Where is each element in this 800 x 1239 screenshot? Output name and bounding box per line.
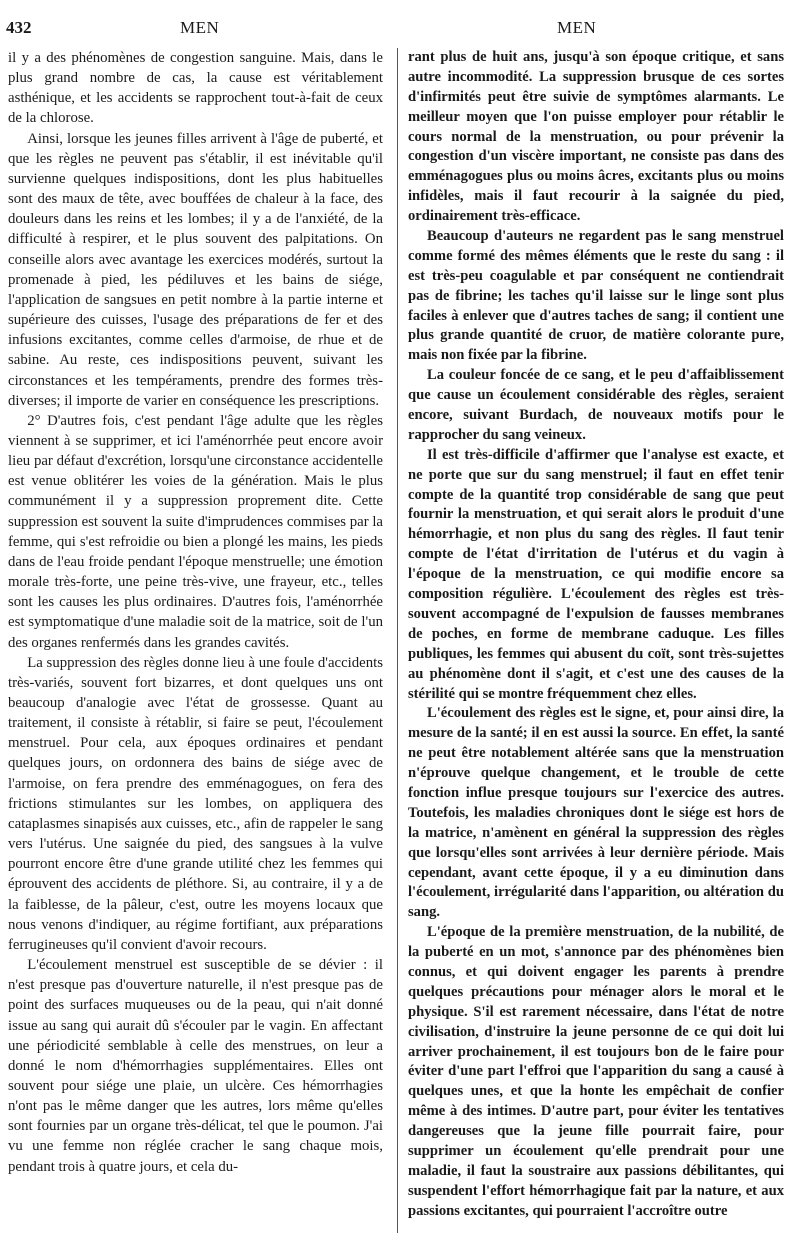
paragraph: L'époque de la première menstruation, de la nubilité, de la puberté en un mot, s'annonce par des phénomènes bien connus, et qui doivent engager les parents à prendre quelques précautions pour ménager alors le moral et le physique. S'il est rarement nécessaire, dans l'état de notre civilisation, d'instruire la jeune personne de ce qui doit lui arriver prochainement, il est toujours bon de le faire pour éviter d'une part l'effroi que l'apparition du sang a causé à quelques unes, et que la honte les empêchait de confier même à des intimes. D'autre part, pour éviter les tentatives dangereuses que la jeune fille pourrait faire, pour supprimer un écoulement qu'elle prendrait pour une maladie, il faut la soustraire aux passions débilitantes, qui suspendent l'effort hémorrhagique fait par la nature, et aux passions excitantes, qui pourraient l'accroître outre	[408, 924, 784, 1219]
left-column	[8, 48, 383, 1177]
paragraph: L'écoulement des règles est le signe, et, pour ainsi dire, la mesure de la santé; il en est aussi la source. En effet, la santé ne peut être notablement altérée sans que la menstruation n'éprouve quelque changement, et le trouble de cette fonction influe presque toujours sur l'exercice des autres. Toutefois, les maladies chroniques dont le siége est hors de la matrice, n'amènent en général la suppression des règles que lorsqu'elles sont arrivées à leur dernière période. Mais cependant, avant cette époque, il y a eu diminution dans l'écoulement, irrégularité dans l'apparition, ou altération du sang.	[408, 705, 784, 921]
paragraph: La couleur foncée de ce sang, et le peu d'affaiblissement que cause un écoulement considérable des règles, seraient encore, suivant Burdach, de nouveaux motifs pour le rapprocher du sang veineux.	[408, 367, 784, 443]
paragraph: La suppression des règles donne lieu à une foule d'accidents très-variés, souvent fort bizarres, et dont quelques uns ont beaucoup d'analogie avec l'état de grossesse. Quant au traitement, il consiste à rétablir, si faire se peut, l'écoulement menstruel. Pour cela, aux époques ordinaires et pendant quelques jours, on ordonnera des bains de siége avec de l'armoise, on fera prendre des emménagogues, on fera des frictions stimulantes sur les lombes, on appliquera des cataplasmes sinapisés aux cuisses, etc., afin de rappeler le sang vers l'utérus. Une saignée du pied, des sangsues à la vulve pourront encore être d'une grande utilité chez les femmes qui éprouvent des accidents de pléthore. Si, au contraire, il y a de la faiblesse, de la pâleur, c'est, outre les moyens locaux que nous venons d'indiquer, au régime fortifiant, aux préparations ferrugineuses qu'il convient d'avoir recours.	[8, 654, 383, 953]
paragraph: Ainsi, lorsque les jeunes filles arrivent à l'âge de puberté, et que les règles ne peuvent pas s'établir, il est inévitable qu'il survienne quelques indispositions, dont les plus habituelles sont des maux de tête, avec bouffées de chaleur à la face, des douleurs dans les reins et les lombes; il y a de l'anxiété, de la difficulté à respirer, et le plus souvent des palpitations. On conseille alors avec avantage les exercices modérés, surtout la promenade à pied, les pédiluves et les bains de siége, l'application de sangsues en petit nombre à la partie interne et supérieure des cuisses, l'usage des préparations de fer et des infusions excitantes, comme celles d'armoise, de rhue et de sabine. Au reste, ces indispositions peuvent, suivant les circonstances et les tempéraments, prendre des formes très-diverses; il importe de varier en conséquence les prescriptions.	[8, 130, 383, 409]
running-head-right: MEN	[557, 18, 597, 37]
column-divider	[397, 48, 398, 1233]
page-header	[0, 6, 800, 42]
paragraph: L'écoulement menstruel est susceptible de se dévier : il n'est presque pas d'ouverture naturelle, il n'est presque pas de point des surfaces muqueuses ou de la peau, qui n'ait donné issue au sang qui aurait dû s'écouler par le vagin. En affectant une périodicité semblable à celle des menstrues, on leur a donné le nom d'hémorrhagies supplémentaires. Elles ont souvent pour siége une plaie, un ulcère. Ces hémorrhagies n'ont pas le même danger que les autres, lors même qu'elles sont fournies par un organe très-délicat, tel que le poumon. J'ai vu une femme non réglée cracher le sang chaque mois, pendant trois à quatre jours, et cela du-	[8, 957, 383, 1175]
running-head-left: MEN	[180, 18, 220, 37]
paragraph: rant plus de huit ans, jusqu'à son époque critique, et sans autre incommodité. La suppression brusque de ces sortes d'infirmités peut être suivie de symptômes alarmants. Le meilleur moyen que l'on puisse employer pour rétablir le cours normal de la menstruation, ou pour prévenir la congestion d'un viscère important, ne consiste pas dans des emménagogues plus ou moins âcres, excitants plus ou moins infidèles, mais il faut recourir à la saignée du pied, ordinairement très-efficace.	[408, 49, 784, 225]
paragraph: Il est très-difficile d'affirmer que l'analyse est exacte, et ne porte que sur du sang menstruel; il faut en effet tenir compte de la quantité trop considérable de sang que peut fournir la menstruation, et qui serait alors le produit d'une hémorrhagie, et non plus du sang des règles. Il faut tenir compte de l'état d'irritation de l'utérus et du vagin à l'époque de la menstruation, ce qui modifie encore sa composition régulière. L'écoulement des règles est très-souvent accompagné de l'expulsion de fausses membranes de poches, en forme de membrane caduque. Les filles publiques, les femmes qui abusent du coït, sont très-sujettes au phénomène dont il s'agit, et c'est une des causes de la stérilité qui se montre fréquemment chez elles.	[408, 446, 784, 702]
right-column	[408, 48, 784, 1222]
page-number: 432	[6, 18, 32, 37]
paragraph: Beaucoup d'auteurs ne regardent pas le sang menstruel comme formé des mêmes éléments que le reste du sang : il est très-peu coagulable et par conséquent ne contiendrait pas de fibrine; les taches qu'il laisse sur le linge sont plus faciles à enlever que d'autres taches de sang; il contient une plus grande quantité de cruor, de matière colorante pure, mais non fixée par la fibrine.	[408, 228, 784, 364]
paragraph: 2° D'autres fois, c'est pendant l'âge adulte que les règles viennent à se supprimer, et ici l'aménorrhée peut encore avoir lieu par défaut d'excrétion, lorsqu'une circonstance accidentelle est venue oblitérer les voies de la génération. Mais le plus communément il y a suppression proprement dite. Cette suppression est souvent la suite d'imprudences commises par la femme, qui s'est refroidie ou bien a plongé les mains, les pieds dans de l'eau froide pendant l'époque menstruelle; une émotion morale très-forte, une peine très-vive, une frayeur, etc., telles sont les causes les plus ordinaires. D'autres fois, l'aménorrhée est symptomatique d'une maladie soit de la matrice, soit de l'un des organes renfermés dans les grandes cavités.	[8, 412, 383, 651]
paragraph: il y a des phénomènes de congestion sanguine. Mais, dans le plus grand nombre de cas, la cause est véritablement asthénique, et les accidents se rapprochent tout-à-fait de ceux de la chlorose.	[8, 50, 383, 127]
